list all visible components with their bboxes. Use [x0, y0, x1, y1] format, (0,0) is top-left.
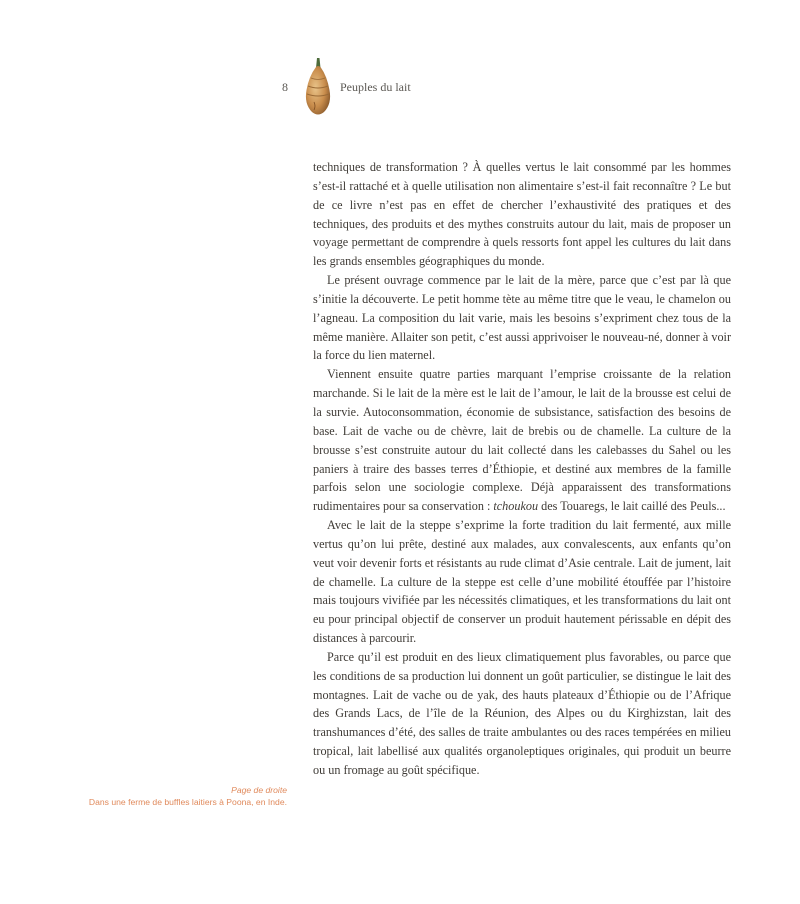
- paragraph: [313, 365, 731, 516]
- paragraph: techniques de transformation ? À quelles vertus le lait consommé par les hommes s’est-il rattaché et à quelle utilisation non alimentaire s’est-il fait reconnaître ? Le but de ce livre n’est pas en effet de chercher l’exhaustivité des pratiques et des techniques, des produits et des mythes construits autour du lait, mais de proposer un voyage permettant de comprendre à quels ressorts font appel les cultures du lait dans les grands ensembles géographiques du monde.: [313, 160, 731, 269]
- paragraph: Parce qu’il est produit en des lieux climatiquement plus favorables, ou parce que les conditions de sa production lui donnent un goût particulier, se distingue le lait des montagnes. Lait de vache ou de yak, des hauts plateaux d’Éthiopie ou de l’Afrique des Grands Lacs, de l’île de la Réunion, des Alpes ou du Kirghizstan, lait des transhumances d’été, des salles de traite ambulantes ou des races tempérées en milieu tropical, lait labellisé aux qualités organoleptiques originales, qui produit un beurre ou un fromage au goût spécifique.: [313, 649, 731, 777]
- paragraph-text: Viennent ensuite quatre parties marquant l’emprise croissante de la relation marchande. Si le lait de la mère est le lait de l’amour, le lait de la brousse est celui de la survie. Autoconsommation, économie de subsistance, satisfaction des besoins de base. Lait de vache ou de chèvre, lait de brebis ou de chamelle. La culture de la brousse s’est construite autour du lait collecté dans les calebasses du Sahel ou les paniers à traire des basses terres d’Éthiopie, et destiné aux membres de la famille parfois selon une sociologie complexe. Déjà apparaissent des transformations rudimentaires pour sa conservation :: [313, 367, 731, 514]
- body-text: [313, 158, 731, 780]
- paragraph-text: des Touaregs, le lait caillé des Peuls...: [538, 499, 726, 514]
- photo-caption: [89, 785, 287, 808]
- page-number: 8: [282, 79, 288, 94]
- gourd-vessel-icon: [302, 56, 334, 118]
- italic-term: tchoukou: [493, 499, 539, 514]
- page-header: [282, 56, 411, 118]
- paragraph: Avec le lait de la steppe s’exprime la forte tradition du lait fermenté, aux mille vertus qu’on lui prête, destiné aux malades, aux convalescents, aux enfants qu’on veut voir devenir forts et résistants au rude climat d’Asie centrale. Lait de jument, lait de chamelle. La culture de la steppe est celle d’une mobilité étouffée par l’histoire mais toujours vivifiée par les nécessités climatiques, et les transformations du lait ont eu pour principal objectif de conserver un produit hautement périssable en dépit des distances à parcourir.: [313, 518, 731, 646]
- running-title: Peuples du lait: [340, 79, 411, 94]
- caption-text: Dans une ferme de buffles laitiers à Poona, en Inde.: [88, 796, 287, 807]
- caption-label: Page de droite: [231, 785, 287, 795]
- paragraph: Le présent ouvrage commence par le lait de la mère, parce que c’est par là que s’initie la découverte. Le petit homme tète au même titre que le veau, le chamelon ou l’agneau. La composition du lait varie, mais les besoins s’expriment chez tous de la même manière. Allaiter son petit, c’est aussi apprivoiser le nouveau-né, donner à voir la force du lien maternel.: [313, 273, 731, 363]
